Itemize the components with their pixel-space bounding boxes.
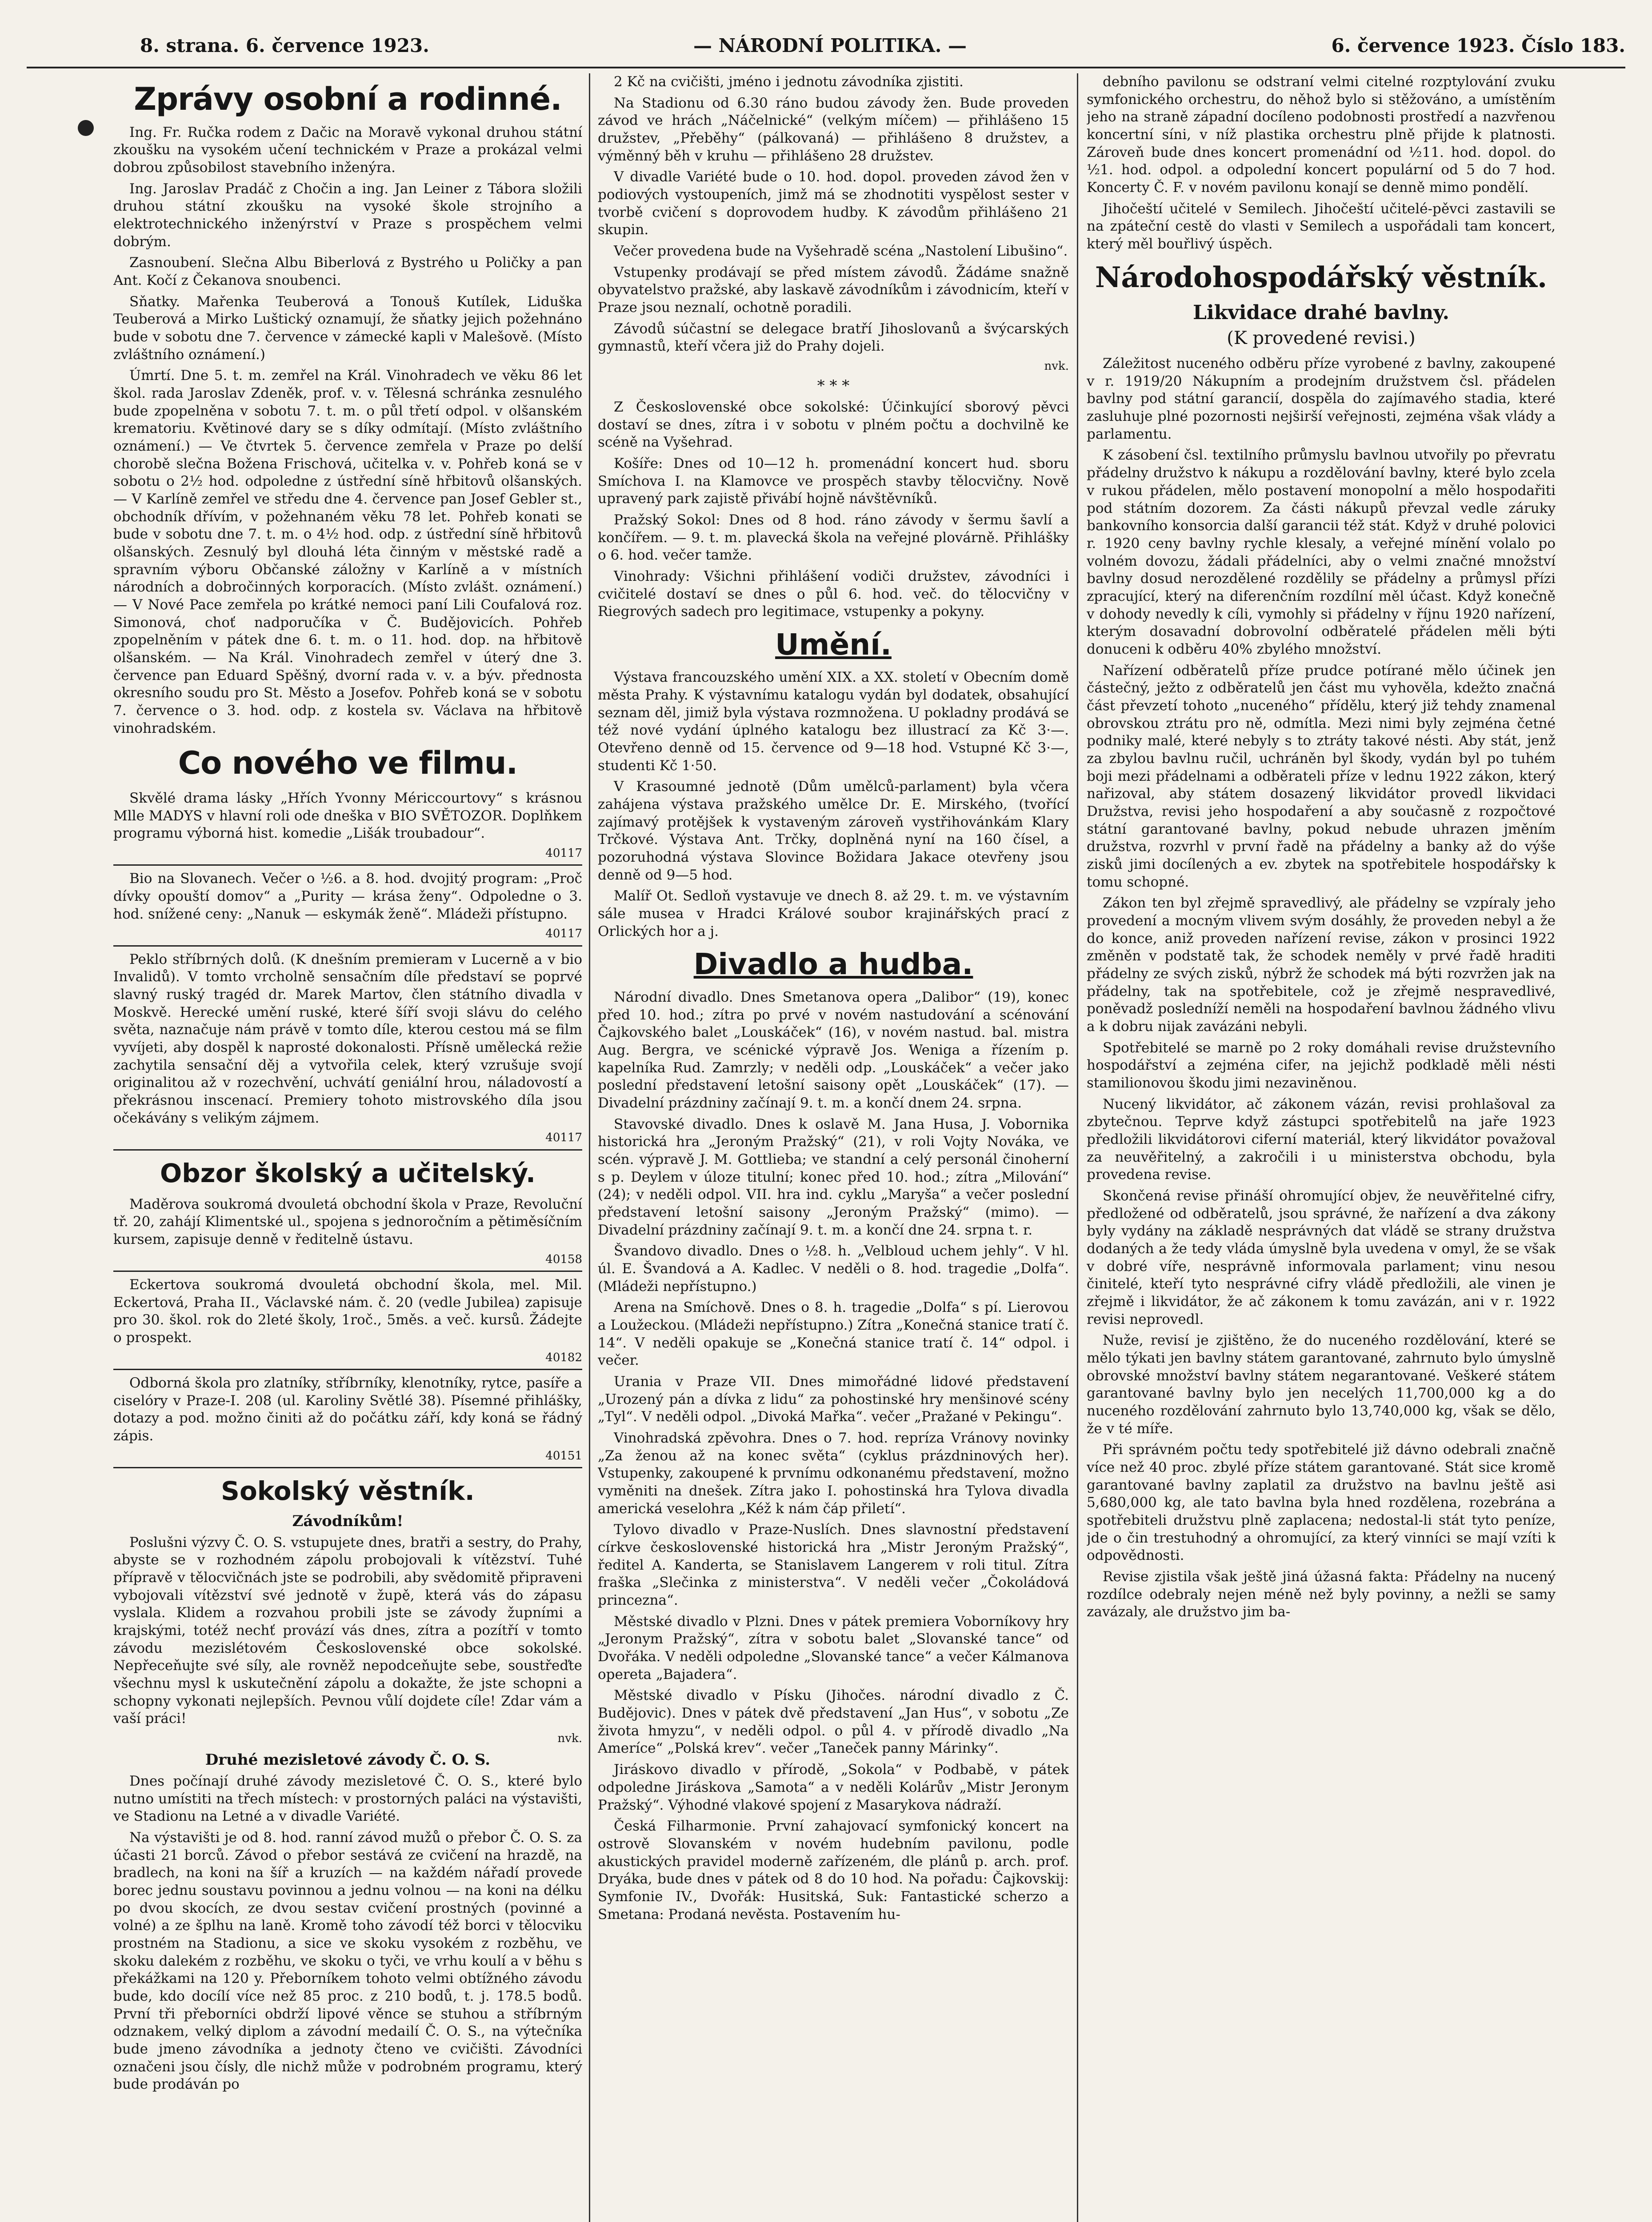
column-3 [1087,73,1556,2222]
article-title: Likvidace drahé bavlny. [1193,301,1449,324]
article-paragraph: Spotřebitelé se marně po 2 roky domáhali revise družstevního hospodářství a zejména cifer, na jejichž podkladě měli nésti stamilionovou škodu jimi nezaviněnou. [1087,1039,1556,1091]
column-1 [113,73,582,2222]
theatre-notice: Česká Filharmonie. První zahajovací symfonický koncert na ostrově Slovanském v novém hudebním pavilonu, podle akustických pravidel moderně zařízeném, dle plánů p. arch. prof. Dryáka, bude dnes v pátek od 8 do 10 hod. Na pořadu: Čajkovskij: Symfonie IV., Dvořák: Husitská, Suk: Fantastické scherzo a Smetana: Prodaná nevěsta. Postavením hu- [598,1818,1069,1922]
article-paragraph: Revise zjistila však ještě jiná úžasná fakta: Přádelny na nucený rozdílce odebraly nejen méně než byly povinny, a nežli se samy zavázaly, ale družstvo jim ba- [1087,1569,1556,1620]
film-ad [113,949,582,1151]
section-heading-school: Obzor školský a učitelský. [160,1158,536,1188]
section-heading-economy: Národohospodářský věstník. [1095,260,1548,294]
film-ad [113,788,582,866]
signature: nvk. [1044,360,1069,373]
section-heading-art: Umění. [775,627,892,662]
theatre-notice: Městské divadlo v Písku (Jihočes. národní divadlo z Č. Budějovic). Dnes v pátek dvě představení „Jan Hus“, v sobotu „Ze života hmyzu“, v neděli odpol. o půl 4. v přírodě divadlo „Na Ameríce“ „Polská krev“. večer „Taneček panny Márinky“. [598,1687,1069,1757]
ad-number: 40182 [545,1351,582,1364]
article-paragraph: Večer provedena bude na Vyšehradě scéna „Nastolení Libušino“. [614,243,1068,260]
article-subtitle: (K provedené revisi.) [1227,328,1416,348]
theatre-notice: Městské divadlo v Plzni. Dnes v pátek premiera Voborníkovy hry „Jeronym Pražský“, zítra v sobotu balet „Slovanské tance“ od Dvořáka. V neděli odpoledne „Slovanské tance“ a večer Kálmanova opereta „Bajadera“. [598,1613,1069,1682]
bullet-icon [78,120,94,136]
article-paragraph: Poslušni výzvy Č. O. S. vstupujete dnes, bratři a sestry, do Prahy, abyste se v rozhodném zápolu probojovali k vítězství. Tuhé přípravě v tělocvičnách jste se podrobili, aby svědomitě připraveni vybojovali vítězství své jednotě v župě, která vás do zápasu vyslala. Klidem a rozvahou probili jste se závody župními a krajskými, totéž nechť provází vás dnes, zítra a pozítří v tomto závodu mezislétovém Československé obce sokolské. Nepřeceňujte své síly, ale rovněž nepodceňujte sebe, soustřeďte všechnu mysl k uskutečnění zápolu a dokažte, že jste schopni a schopny vykonati nejlepších. Pevnou vůlí dojdete cíle! Zdar vám a vaší práci! [113,1534,582,1727]
article-paragraph: Nařízení odběratelů příze prudce potírané mělo účinek jen částečný, ježto z odběratelů jen část mu vyhověla, kdežto značná část převzetí tohoto „nuceného“ přídělu, který již tehdy znamenal obrovskou ztrátu pro ně, odmítla. Mezi nimi byly zejména četné podniky malé, které nebyly s to ztráty takové nésti. Aby stát, jenž za zbylou bavlnu ručil, uchráněn byl škody, vydán byl po tuhém boji mezi přádelnami a odběrateli příze v lednu 1922 zákon, který nařizoval, aby státem dosazený likvidátor provedl likvidaci Družstva, revisi jeho hospodaření a aby současně z rozpočtové státní garantované bavlny, pokud nebude uhrazen jměním družstva, rozvrhl v první řadě na přádelny a banky až do výše zisků jimi docílených a ev. zbytek na spotřebitele hospodářsky k tomu schopné. [1087,662,1556,890]
theatre-notice: Národní divadlo. Dnes Smetanova opera „Dalibor“ (19), konec před 10. hod.; zítra po prvé v novém nastudování a scénování Čajkovského balet „Louskáček“ (16), v novém nastud. bal. mistra Aug. Bergra, ve scénické výpravě Jos. Wenigа a řízením p. kapelníka Rud. Zamrzly; v neděli odp. „Louskáček“ a večer jako poslední představení letošní saisony opět „Louskáček“ (17). — Divadelní prázdniny začínají 9. t. m. a končí dnem 24. srpna. [598,989,1069,1111]
ad-text: Maděrova soukromá dvouletá obchodní škola v Praze, Revoluční tř. 20, zahájí Klimentské ul., spojena s jednoročním a pětiměsíčním kursem, zapisuje denně v ředitelně ústavu. [113,1196,582,1248]
article-paragraph: K zásobení čsl. textilního průmyslu bavlnou utvořily po převratu přádelny družstvo k nákupu a rozdělování bavlny, které bylo zcela v rukou přádelen, mělo postavení monopolní a mělo hospodařiti pod státním dozorem. Za části nákupů převzal vedle záruky bankovního konsorcia další garancii též stát. Když v druhé polovici r. 1920 ceny bavlny rychle klesaly, a veřejné mínění volalo po volném dovozu, žádali přádelníci, aby o velmi značné množství bavlny dosud nerozdělené rozdělily se přádelny a průmysl přízi zpracující, který na diferenčním rozdílní měl účast. Když konečně v dohody nevedly k cíli, vymohly si přádelny v říjnu 1920 nařízení, kterým dosavadní dobrovolní odběratelé přádelen měli býti donuceni k odběru 40% zbylého množství. [1087,447,1556,657]
page-date-left: 8. strana. 6. července 1923. [140,35,429,56]
article-paragraph: Na výstavišti je od 8. hod. ranní závod mužů o přebor Č. O. S. za účasti 21 borců. Závod o přebor sestává ze cvičení na hrazdě, na bradlech, na koni na šíř a kruzích — na každém nářadí provede borec jednu soustavu povinnou a jednu volnou — na koni na délku po dvou skocích, ze dvou sestav cvičení prostných (povinné a volné) a ze šplhu na laně. Kromě toho závodí též borci v tělocviku prostném na Stadionu, a sice ve skoku vysokém z rozběhu, ve skoku dalekém z rozběhu, ve skoku o tyči, ve vrhu koulí a v běhu s překážkami na 120 y. Přeborníkem tohoto velmi obtížného závodu bude, kdo docílí více než 85 proc. z 210 bodů, t. j. 178.5 bodů. První tři přeborníci obdrží lipové věnce se stuhou a stříbrným odznakem, velký diplom a závodní medailí Č. O. S., na výtečníka bude jmeno závodníka a jednoty čteno ve cvičišti. Závodníci označeni jsou čísly, dle nichž může v podrobném programu, který bude prodáván po [113,1829,582,2093]
article-paragraph: V divadle Variété bude o 10. hod. dopol. proveden závod žen v podiových vystoupeních, jimž má se zhodnotiti vyspělost sester v tvorbě cvičení s doprovodem hudby. K závodům přihlášeno 21 skupin. [598,169,1069,238]
article-paragraph: Při správném počtu tedy spotřebitelé již dávno odebrali značně více než 40 proc. zbylé příze státem garantované. Stát sice kromě garantované bavlny zaplatil za družstvo na bavlnu ještě asi 5,680,000 kg, ale tato bavlna byla hned rozdělena, rozebrána a spotřebiteli družstvu plně zaplacena; nedostal-li stát tyto peníze, jde o čin trestuhodný a ohromující, za který vinníci se mají vzíti k odpovědnosti. [1087,1442,1556,1564]
article-paragraph: Ing. Jaroslav Pradáč z Chočin a ing. Jan Leiner z Tábora složili druhou státní zkoušku na vysoké škole strojního a elektrotechnického inženýrství v Praze s prospěchem velmi dobrým. [113,180,582,250]
ad-text: Eckertova soukromá dvouletá obchodní škola, mel. Mil. Eckertová, Praha II., Václavské nám. č. 20 (vedle Jubilea) zapisuje pro 30. škol. rok do 2leté školy, 1roč., 5měs. a več. kursů. Žádejte o prospekt. [113,1277,582,1346]
theatre-notice: Jiráskovo divadlo v přírodě, „Sokola“ v Podbabě, v pátek odpoledne Jiráskova „Samota“ a v neděli Kolárův „Mistr Jeronym Pražský“. Výhodné vlakové spojení z Masarykova nádraží. [598,1762,1069,1813]
article-paragraph: Nuže, revisí je zjištěno, že do nuceného rozdělování, které se mělo týkati jen bavlny státem garantované, zahrnuto bylo úmyslně obrovské množství bavlny státem negarantované. Veškeré státem garantované bavlny bylo jen necelých 11,700,000 kg a do nuceného rozdělování zahrnuto bylo 13,740,000 kg, však se dělo, že v té míře. [1087,1332,1556,1437]
ad-text: Odborná škola pro zlatníky, stříbrníky, klenotníky, rytce, pasíře a ciselóry v Praze-I. 208 (ul. Karoliny Světlé 38). Písemné přihlášky, dotazy a pod. možno činiti až do počátku září, kdy koná se řádný zápis. [113,1375,582,1444]
article-paragraph: Zasnoubení. Slečna Albu Biberlová z Bystrého u Poličky a pan Ant. Kočí z Čekanova snoubenci. [113,255,582,288]
article-paragraph: Jihočeští učitelé v Semilech. Jihočeští učitelé-pěvci zastavili se na zpáteční cestě do vlasti v Semilech a uspořádali tam koncert, který měl bouřlivý úspěch. [1087,200,1556,252]
column-divider [589,73,590,2222]
school-ad [113,1275,582,1370]
article-paragraph: Zákon ten byl zřejmě spravedlivý, ale přádelny se vzpíraly jeho provedení a mocným vlivem svým dosáhly, že proveden nebyl a že do konce, aniž proveden nařízení revise, zákon v prosinci 1922 změněn v podstatě tak, že schodek neměly v prvé řadě hraditi přádelny ze svých zisků, nýbrž že schodek má býti rozvržen jak na přádelny, tak na spotřebitele, což je zřejmě nespravedlivé, poněvadž posledníží neměli na hospodaření bavlnou žádného vlivu a k dobru nijak zavázáni nebyli. [1087,895,1556,1035]
issue-number: 6. července 1923. Číslo 183. [1331,35,1625,56]
column-2 [598,73,1069,2222]
column-divider [1077,73,1078,2222]
article-paragraph: Vinohrady: Všichni přihlášení vodiči družstev, závodníci i cvičitelé dostaví se dnes o půl 6. hod. več. do tělocvičny v Riegrových sadech pro legitimace, vstupenky a pokyny. [598,568,1069,620]
article-paragraph: Malíř Ot. Sedloň vystavuje ve dnech 8. až 29. t. m. ve výstavním sále musea v Hradci Králové soubor krajinářských prací z Orlických hor a j. [598,888,1069,939]
theatre-notice: Arena na Smíchově. Dnes o 8. h. tragedie „Dolfa“ s pí. Lierovou a Loužeckou. (Mládeži nepřístupno.) Zítra „Konečná stanice tratí č. 14“. V neděli opakuje se „Konečná stanice tratí č. 14“ odpol. i večer. [598,1299,1069,1369]
article-paragraph: Na Stadionu od 6.30 ráno budou závody žen. Bude proveden závod ve hrách „Náčelnické“ (velkým míčem) — přihlášeno 15 družstev, „Přeběhy“ (pálkovaná) — přihlášeno 8 družstev, a výměnný běh v kruhu — přihlášeno 28 družstev. [598,95,1069,164]
article-paragraph: Závodů súčastní se delegace bratří Jihoslovanů a švýcarských gymnastů, kteří včera již do Prahy dojeli. [598,320,1069,355]
ad-text: Bio na Slovanech. Večer o ½6. a 8. hod. dvojitý program: „Proč dívky opouští domov“ a „Purity — krása ženy“. Odpoledne o 3. hod. snížené ceny: „Nanuk — eskymák ženě“. Mládeži přístupno. [113,871,582,922]
section-heading-theatre: Divadlo a hudba. [693,947,973,982]
ad-number: 40117 [545,847,582,860]
masthead [27,27,1625,68]
film-ad [113,868,582,946]
article-paragraph: Z Československé obce sokolské: Účinkující sborový pěvci dostaví se dnes, zítra i v sobotu v plném počtu a dochvilně ke scéně na Vyšehrad. [598,399,1069,451]
signature: nvk. [557,1732,582,1746]
ad-text: Skvělé drama lásky „Hřích Yvonny Mériccourtovy“ s krásnou Mlle MADYS v hlavní roli ode dneška v BIO SVĚTOZOR. Doplňkem programu výborná hist. komedie „Lišák troubadour“. [113,790,582,842]
separator-stars: * * * [817,377,850,395]
subheading: Druhé mezisletové závody Č. O. S. [205,1751,491,1769]
article-paragraph: Skončená revise přináší ohromující objev, že neuvěřitelné cifry, předložené od odběratelů, jsou správné, že nařízení a dva zákony byly vydány na základě nesprávných dat vládě se strany družstva dodaných a že tedy vláda úmyslně byla uvedena v omyl, že se však v dobré víře, nesprávně informovala parlament; vinu nesou činitelé, kteří tyto nesprávné cifry vládě předložili, ale vinen je zřejmě i likvidátor, že ač zákonem k tomu zavázán, ani v r. 1922 revisi neprovedl. [1087,1188,1556,1327]
article-paragraph: Pražský Sokol: Dnes od 8 hod. ráno závody v šermu šavlí a končířem. — 9. t. m. plavecká škola na veřejné plovárně. Přihlášky o 6. hod. večer tamže. [598,512,1069,563]
ad-text: Peklo stříbrných dolů. (K dnešním premieram v Lucerně a v bio Invalidů). V tomto vrcholně sensačním díle představí se poprvé slavný ruský tragéd dr. Marek Martov, člen státního divadla v Moskvě. Herecké umění ruské, které šíří svoji slávu do celého světa, naznačuje nám právě v tomto díle, kterou cestou má se film vyvíjeti, aby dospěl k naprosté dokonalosti. Přísně umělecká režie zachytila sensační děj a vytvořila celek, který vzrušuje svojí originalitou až v rozechvění, uchvátí geniální hrou, náladovostí a překrásnou inscenací. Premiery tohoto mistrovského díla jsou očekávány s velikým zájmem. [113,951,582,1126]
article-paragraph: Vstupenky prodávají se před místem závodů. Žádáme snažně obyvatelstvo pražské, aby laskavě závodníkům i závodnicím, kteří v Praze jsou neznalí, ochotně poradili. [598,264,1069,316]
theatre-notice: Švandovo divadlo. Dnes o ½8. h. „Velbloud uchem jehly“. V hl. úl. E. Švandová a A. Kadlec. V neděli o 8. hod. tragedie „Dolfa“. (Mládeži nepřístupno.) [598,1243,1069,1295]
article-paragraph: 2 Kč na cvičišti, jméno i jednotu závodníka zjistiti. [614,74,964,90]
article-paragraph: Sňatky. Mařenka Teuberová a Tonouš Kutílek, Liduška Teuberová a Mirko Luštický oznamují, že sňatky jejich požehnáno bude v sobotu dne 7. července v zámecké kapli v Malešově. (Místo zvláštního oznámení.) [113,293,582,363]
article-paragraph: Záležitost nuceného odběru příze vyrobené z bavlny, zakoupené v r. 1919/20 Nákupním a prodejním družstvem čsl. přádelen bavlny pod státní garancií, dospěla do zajímavého stadia, které zasluhuje plné pozornosti nejširší veřejnosti, zejména však vlády a parlamentu. [1087,356,1556,442]
article-paragraph: Nucený likvidátor, ač zákonem vázán, revisi prohlašoval za zbytečnou. Teprve když zástupci spotřebitelů na jaře 1923 předložili likvidátorovi ciferní materiál, který likvidátor považoval za neuvěřitelný, a zakročili i u ministerstva obchodu, byla provedena revise. [1087,1096,1556,1183]
subheading: Závodníkům! [292,1512,404,1531]
theatre-notice: Urania v Praze VII. Dnes mimořádné lidové představení „Urozený pán a dívka z lidu“ za pohostinské hry menšinové scény „Tyl“. V neděli odpol. „Divoká Mařka“. večer „Pražané v Pekingu“. [598,1374,1069,1425]
section-heading-film: Co nového ve filmu. [178,745,518,782]
theatre-notice: Vinohradská zpěvohra. Dnes o 7. hod. repríza Vránovy novinky „Za ženou až na konec světa“ (cyklus prázdninových her). Vstupenky, zakoupené k prvnímu odkonanému představení, možno vyměniti na dnešek. Zítra jako I. pohostinská hra Tylova divadla americká veselohra „Kéž k nám čáp přiletí“. [598,1430,1069,1517]
newspaper-title: — NÁRODNÍ POLITIKA. — [693,35,967,56]
ad-number: 40117 [545,1131,582,1145]
school-ad [113,1373,582,1468]
article-paragraph: Dnes počínají druhé závody mezisletové Č. O. S., které bylo nutno umístiti na třech místech: v prostorných paláci na výstavišti, ve Stadionu na Letné a v divadle Variété. [113,1773,582,1825]
article-paragraph: Ing. Fr. Ručka rodem z Dačic na Moravě vykonal druhou státní zkoušku na vysokém učení technickém v Praze a prokázal velmi dobrou způsobilost stavebního inženýra. [113,124,582,176]
article-paragraph: Košíře: Dnes od 10—12 h. promenádní koncert hud. sboru Smíchova I. na Klamovce ve prospěch stavby tělocvičny. Nově upravený park zajistě přivábí hojně návštěvníků. [598,455,1069,507]
school-ad [113,1194,582,1272]
ad-number: 40117 [545,927,582,941]
theatre-notice: Tylovo divadlo v Praze-Nuslích. Dnes slavnostní představení církve československé historická hra „Mistr Jeroným Pražský“, ředitel A. Kanderta, se Stanislavem Langerem v roli titul. Zítra fraška „Slečinka z ministerstva“. V neděli večer „Čokoládová princezna“. [598,1522,1069,1609]
article-paragraph: Výstava francouzského umění XIX. a XX. století v Obecním domě města Prahy. K výstavnímu katalogu vydán byl dodatek, obsahující seznam děl, jimiž byla výstava rozmnožena. U pokladny prodává se též nové vydání úplného katalogu bez illustrací za Kč 3·—. Otevřeno denně od 15. července od 9—18 hod. Vstupné Kč 3·—, studenti Kč 1·50. [598,669,1069,774]
article-paragraph: debního pavilonu se odstraní velmi citelné rozptylování zvuku symfonického orchestru, do něhož bylo si stěžováno, a umístěním jeho na straně západní docíleno podobnosti prostředí a nazvřenou koncertní síni, v níž plastika orchestru plně přijde k platnosti. Zároveň bude dnes koncert promenádní od ½11. hod. dopol. do ½1. hod. odpol. a odpolední koncert populární od 5 do 7 hod. Koncerty Č. F. v novém pavilonu konají se denně mimo pondělí. [1087,74,1556,196]
section-heading-personal: Zprávy osobní a rodinné. [134,81,562,117]
obituary-paragraph: Úmrtí. Dne 5. t. m. zemřel na Král. Vinohradech ve věku 86 let škol. rada Jaroslav Zdeněk, prof. v. v. Tělesná schránka zesnulého bude zpopelněna v sobotu 7. t. m. o půl třetí odpol. v olšanském krematoriu. Květinové dary se s díky odmítají. (Místo zvláštního oznámení.) — Ve čtvrtek 5. července zemřela v Praze po delší chorobě slečna Božena Frischová, učitelka v. v. Pohřeb koná se v sobotu o 2½ hod. odpoledne z ústřední síně hřbitovů olšanských. — V Karlíně zemřel ve středu dne 4. července pan Josef Gebler st., obchodník dřívím, v požehnaném věku 78 let. Pohřeb konati se bude v sobotu dne 7. t. m. o 4½ hod. odp. z ústřední síně hřbitovů olšanských. Zesnulý byl dlouhá léta činným v městské radě a spravním výboru Občanské záložny v Karlíně a v místních národních a dobročinných korporacích. (Místo zvlášt. oznámení.) — V Nové Pace zemřela po krátké nemoci paní Lili Coufalová roz. Simonová, choť nadporučíka v Č. Budějovicích. Pohřeb zpopelněním v pátek dne 6. t. m. o 11. hod. dop. na hřbitově olšanském. — Na Král. Vinohradech zemřel v úterý dne 3. července pan Eduard Spěšný, dvorní rada v. v. a býv. přednosta okresního soudu pro St. Město a Josefov. Pohřeb koná se v sobotu 7. července o 3. hod. odp. z kostela sv. Václava na hřbitově vinohradském. [113,368,582,736]
ad-number: 40158 [545,1252,582,1266]
theatre-notice: Stavovské divadlo. Dnes k oslavě M. Jana Husa, J. Vobornika historická hra „Jeroným Pražský“ (21), v roli Vojty Nováka, ve scén. výpravě J. M. Gottlieba; ve standní a celý personál činoherní s p. Deylem v úloze titulní; konec před 10. hod.; zítra „Milování“ (24); v neděli odpol. VII. hra ind. cyklu „Maryša“ a večer poslední představení letošní saisony „Jeroným Pražský“ (mimo). — Divadelní prázdniny začínají 9. t. m. a končí dne 24. srpna t. r. [598,1116,1069,1238]
article-paragraph: V Krasoumné jednotě (Dům umělců-parlament) byla včera zahájena výstava pražského umělce Dr. E. Mirského, (tvořící zajímavý protějšek k vystaveným zároveň vystřihovánkám Klary Trčkové. Výstava Ant. Trčky, doplněná nyní na 160 čísel, a pozoruhodná výstava Slovince Božidara Jakace otevřeny jsou denně od 9—5 hod. [598,779,1069,883]
section-heading-sokol: Sokolský věstník. [221,1476,475,1506]
ad-number: 40151 [545,1449,582,1463]
